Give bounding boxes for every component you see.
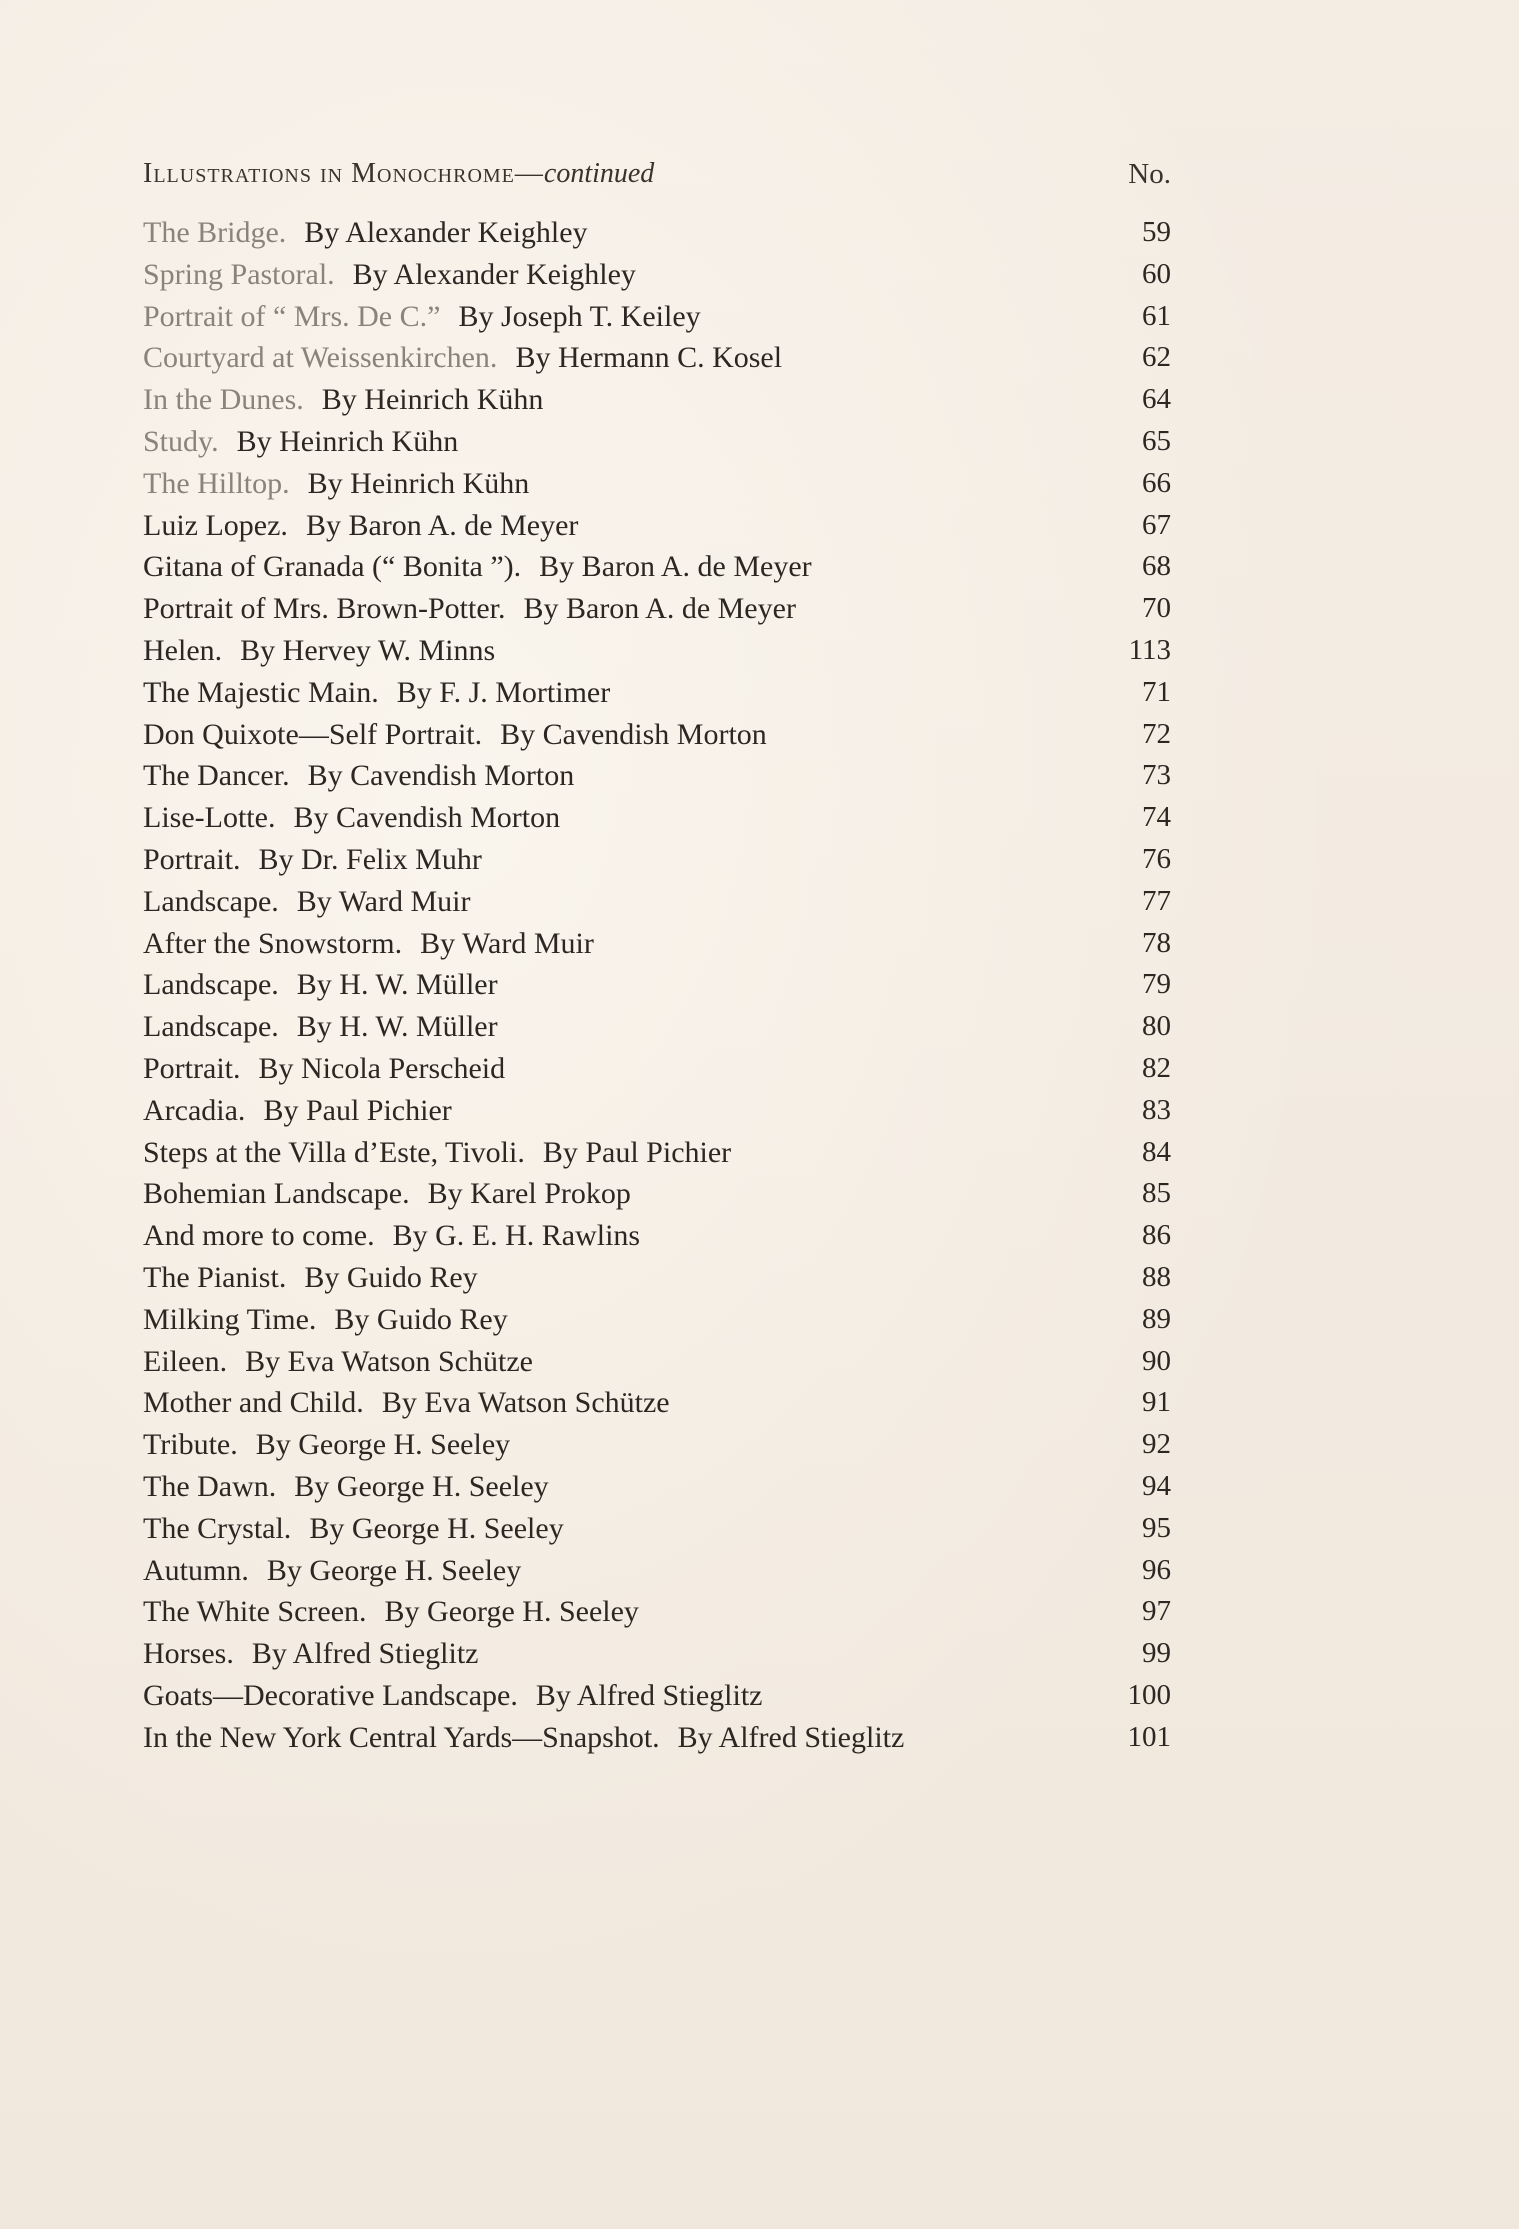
illustration-number: 67 [1142,508,1171,541]
illustration-number: 82 [1142,1051,1171,1084]
list-item [143,1048,1181,1090]
list-item [143,755,1181,797]
illustration-author: By Guido Rey [304,1260,478,1294]
illustration-number: 99 [1142,1637,1171,1670]
illustration-title: Spring Pastoral. [143,257,335,291]
illustration-author: By F. J. Mortimer [396,675,611,709]
list-item [143,1466,1181,1508]
illustration-list [143,212,1181,1758]
list-item [143,546,1181,588]
illustration-number: 84 [1142,1135,1171,1168]
list-header [143,158,1171,198]
illustration-number: 65 [1142,424,1171,457]
illustration-number: 91 [1142,1386,1171,1419]
illustration-title: Landscape. [143,1010,279,1044]
illustration-author: By Joseph T. Keiley [458,299,701,333]
illustration-author: By Ward Muir [296,884,471,918]
list-item [143,588,1181,630]
heading-continued: continued [543,158,655,189]
illustration-author: By Cavendish Morton [307,759,575,793]
illustration-author: By Baron A. de Meyer [539,550,812,584]
list-item [143,1382,1181,1424]
illustration-title: Don Quixote—Self Portrait. [143,717,483,751]
illustration-number: 94 [1142,1469,1171,1502]
illustration-number: 71 [1142,675,1171,708]
illustration-author: By Hermann C. Kosel [515,341,783,375]
list-item [143,839,1181,881]
illustration-title: Eileen. [143,1344,228,1378]
illustration-author: By Alfred Stieglitz [677,1720,905,1754]
illustration-author: By Heinrich Kühn [321,383,544,417]
illustration-title: The Bridge. [143,216,287,249]
illustration-title: Luiz Lopez. [143,508,288,542]
illustration-author: By Karel Prokop [427,1177,631,1211]
illustration-title: Portrait of Mrs. Brown-Potter. [143,592,506,626]
illustration-number: 77 [1142,884,1171,917]
illustration-title: In the Dunes. [143,383,304,417]
illustration-number: 66 [1142,466,1171,499]
list-item [143,1550,1181,1592]
list-item [143,1633,1181,1675]
illustration-author: By Alexander Keighley [352,257,636,291]
illustration-title: The Hilltop. [143,466,290,500]
illustration-author: By George H. Seeley [309,1511,564,1545]
list-item [143,1173,1181,1215]
illustration-number: 68 [1142,550,1171,583]
illustration-title: And more to come. [143,1219,375,1253]
list-item [143,714,1181,756]
list-item [143,337,1181,379]
illustration-author: By Heinrich Kühn [307,466,530,500]
illustration-author: By Nicola Perscheid [258,1051,506,1085]
illustration-author: By Hervey W. Minns [240,633,496,667]
illustration-number: 61 [1142,299,1171,332]
heading-text: Illustrations in Monochrome— [143,158,544,189]
list-item [143,254,1181,296]
illustration-author: By H. W. Müller [296,1010,498,1044]
illustration-number: 62 [1142,341,1171,374]
illustration-number: 90 [1142,1344,1171,1377]
illustration-number: 96 [1142,1553,1171,1586]
list-item [143,964,1181,1006]
illustration-author: By Eva Watson Schütze [381,1386,670,1420]
illustration-number: 100 [1127,1678,1171,1711]
list-item [143,1341,1181,1383]
illustration-title: Helen. [143,633,223,667]
illustration-author: By Dr. Felix Muhr [258,842,482,876]
illustration-author: By Baron A. de Meyer [305,508,579,542]
illustration-author: By H. W. Müller [296,968,498,1002]
list-item [143,421,1181,463]
illustration-author: By Paul Pichier [542,1135,732,1169]
illustration-title: Landscape. [143,968,279,1002]
illustration-number: 72 [1142,717,1171,750]
list-item [143,797,1181,839]
illustration-title: Steps at the Villa d’Este, Tivoli. [143,1135,525,1169]
list-item [143,463,1181,505]
illustration-title: Landscape. [143,884,279,918]
illustration-number: 76 [1142,842,1171,875]
list-item [143,1508,1181,1550]
illustration-number: 97 [1142,1595,1171,1628]
illustration-author: By George H. Seeley [294,1469,549,1503]
list-item [143,1717,1181,1759]
illustration-author: By Paul Pichier [263,1093,452,1127]
illustration-number: 80 [1142,1010,1171,1043]
illustration-author: By G. E. H. Rawlins [392,1219,641,1253]
illustration-author: By Heinrich Kühn [236,424,459,458]
list-item [143,672,1181,714]
list-item [143,1675,1181,1717]
illustration-title: Horses. [143,1637,234,1671]
illustration-number: 92 [1142,1428,1171,1461]
list-item [143,923,1181,965]
illustration-author: By Guido Rey [334,1302,508,1336]
illustration-title: The Dancer. [143,759,290,793]
illustration-title: The Majestic Main. [143,675,379,709]
illustration-number: 74 [1142,801,1171,834]
illustration-number: 59 [1142,216,1171,248]
list-item [143,505,1181,547]
illustration-number: 70 [1142,592,1171,625]
illustration-author: By Alexander Keighley [304,216,588,249]
illustration-title: Portrait. [143,1051,241,1085]
list-item [143,212,1181,254]
illustration-title: Portrait. [143,842,241,876]
list-item [143,296,1181,338]
illustration-title: Mother and Child. [143,1386,364,1420]
illustration-title: The Pianist. [143,1260,287,1294]
illustration-title: Study. [143,424,219,458]
illustration-number: 64 [1142,383,1171,416]
illustration-title: Lise-Lotte. [143,801,276,835]
list-item [143,1090,1181,1132]
illustration-number: 73 [1142,759,1171,792]
illustration-author: By George H. Seeley [266,1553,522,1587]
illustration-author: By George H. Seeley [384,1595,639,1629]
illustration-author: By Cavendish Morton [500,717,767,751]
illustration-title: Arcadia. [143,1093,246,1127]
illustration-title: Goats—Decorative Landscape. [143,1678,518,1712]
illustration-title: Gitana of Granada (“ Bonita ”). [143,550,522,584]
illustration-title: Courtyard at Weissenkirchen. [143,341,498,375]
illustration-title: The Dawn. [143,1469,277,1503]
list-item [143,1257,1181,1299]
illustration-title: The Crystal. [143,1511,292,1545]
illustration-author: By Baron A. de Meyer [523,592,796,626]
list-item [143,1591,1181,1633]
illustration-author: By Cavendish Morton [293,801,561,835]
number-column-heading: No. [1128,158,1171,190]
list-item [143,1006,1181,1048]
illustration-author: By Ward Muir [420,926,594,960]
illustration-title: After the Snowstorm. [143,926,403,960]
list-item [143,1424,1181,1466]
illustration-number: 83 [1142,1093,1171,1126]
list-item [143,1299,1181,1341]
illustration-number: 89 [1142,1302,1171,1335]
section-heading [143,158,654,190]
illustration-title: The White Screen. [143,1595,367,1629]
list-item [143,379,1181,421]
illustration-author: By Alfred Stieglitz [251,1637,479,1671]
illustration-title: Tribute. [143,1428,238,1462]
illustration-title: Bohemian Landscape. [143,1177,410,1211]
illustration-author: By Eva Watson Schütze [245,1344,533,1378]
illustration-number: 88 [1142,1260,1171,1293]
illustration-number: 101 [1127,1720,1171,1753]
illustration-author: By George H. Seeley [255,1428,511,1462]
list-item [143,1132,1181,1174]
list-item [143,1215,1181,1257]
illustration-number: 78 [1142,926,1171,959]
illustration-title: Portrait of “ Mrs. De C.” [143,299,441,333]
illustration-title: Autumn. [143,1553,249,1587]
illustration-number: 95 [1142,1511,1171,1544]
illustration-number: 79 [1142,968,1171,1001]
list-item [143,881,1181,923]
illustration-number: 86 [1142,1219,1171,1252]
illustration-title: Milking Time. [143,1302,317,1336]
illustration-title: In the New York Central Yards—Snapshot. [143,1720,660,1754]
illustration-author: By Alfred Stieglitz [535,1678,763,1712]
illustration-number: 113 [1128,633,1171,666]
illustration-number: 85 [1142,1177,1171,1210]
list-item [143,630,1181,672]
illustration-number: 60 [1142,257,1171,290]
